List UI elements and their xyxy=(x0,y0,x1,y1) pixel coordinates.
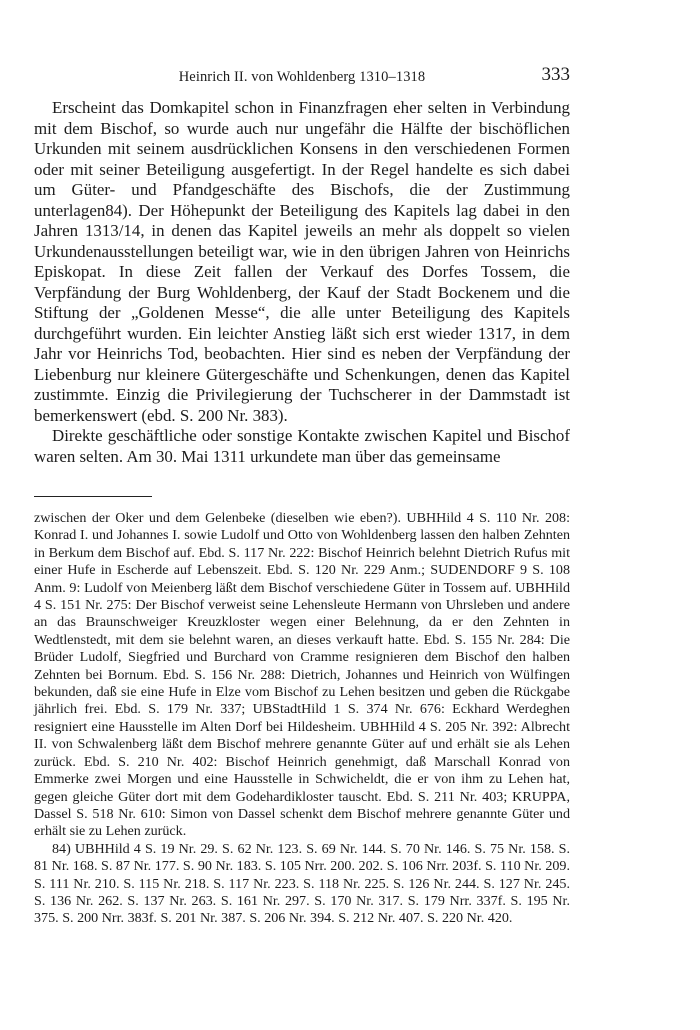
paragraph: Direkte geschäftliche oder sonstige Kontakte zwischen Kapitel und Bischof waren selten. Am 30. Mai 1311 urkundete man über das gemeinsame xyxy=(34,426,570,466)
main-text xyxy=(34,98,570,467)
page-number: 333 xyxy=(541,64,570,85)
footnote-84: 84) UBHHild 4 S. 19 Nr. 29. S. 62 Nr. 123. S. 69 Nr. 144. S. 70 Nr. 146. S. 75 Nr. 158. S. 81 Nr. 168. S. 87 Nr. 177. S. 90 Nr. 183. S. 105 Nrr. 200. 202. S. 106 Nrr. 203f. S. 110 Nr. 209. S. 111 Nr. 210. S. 115 Nr. 218. S. 117 Nr. 223. S. 118 Nr. 225. S. 126 Nr. 244. S. 127 Nr. 245. S. 136 Nr. 262. S. 137 Nr. 263. S. 161 Nr. 297. S. 170 Nr. 317. S. 179 Nrr. 337f. S. 195 Nr. 375. S. 200 Nrr. 383f. S. 201 Nr. 387. S. 206 Nr. 394. S. 212 Nr. 407. S. 220 Nr. 420. xyxy=(34,840,570,927)
paragraph: Erscheint das Domkapitel schon in Finanzfragen eher selten in Verbindung mit dem Bischof, so wurde auch nur ungefähr die Hälfte der bischöflichen Urkunden mit seinem ausdrücklichen Konsens in den verschiedenen Formen oder mit seiner Beteiligung ausgefertigt. In der Regel handelte es sich dabei um Güter- und Pfandgeschäfte des Bischofs, die der Zustimmung unterlagen84). Der Höhepunkt der Beteiligung des Kapitels lag dabei in den Jahren 1313/14, in denen das Kapitel jeweils an mehr als doppelt so vielen Urkundenausstellungen beteiligt war, wie in den übrigen Jahren von Heinrichs Episkopat. In diese Zeit fallen der Verkauf des Dorfes Tossem, die Verpfändung der Burg Wohldenberg, der Kauf der Stadt Bockenem und die Stiftung der „Goldenen Messe“, die alle unter Beteiligung des Kapitels durchgeführt wurden. Ein leichter Anstieg läßt sich erst wieder 1317, in dem Jahr vor Heinrichs Tod, beobachten. Hier sind es neben der Verpfändung der Liebenburg nur kleinere Gütergeschäfte und Schenkungen, denen das Kapitel zustimmte. Einzig die Privilegierung der Tuchscherer in der Dammstadt ist bemerkenswert (ebd. S. 200 Nr. 383). xyxy=(34,98,570,425)
page-header xyxy=(34,64,570,90)
footnote-separator xyxy=(34,496,152,497)
footnotes xyxy=(34,496,570,928)
book-page xyxy=(34,0,570,1030)
running-head: Heinrich II. von Wohldenberg 1310–1318 xyxy=(178,69,426,85)
footnote-continued: zwischen der Oker und dem Gelenbeke (dieselben wie eben?). UBHHild 4 S. 110 Nr. 208: Konrad I. und Johannes I. sowie Ludolf und Otto von Wohldenberg lassen den halben Zehnten in Berkum dem Bischof auf. Ebd. S. 117 Nr. 222: Bischof Heinrich belehnt Dietrich Rufus mit einer Hufe in Escherde auf Lebenszeit. Ebd. S. 120 Nr. 229 Anm.; SUDENDORF 9 S. 108 Anm. 9: Ludolf von Meienberg läßt dem Bischof verschiedene Güter in Tossem auf. UBHHild 4 S. 151 Nr. 275: Der Bischof verweist seine Lehensleute Hermann von Uhrsleben und andere an das Braunschweiger Kreuzkloster wegen einer Belehnung, da er den Zehnten in Wedtlenstedt, mit dem sie belehnt waren, an dieses verkauft hatte. Ebd. S. 155 Nr. 284: Die Brüder Ludolf, Siegfried und Burchard von Cramme resignieren dem Bischof den halben Zehnten bei Bornum. Ebd. S. 156 Nr. 288: Dietrich, Johannes und Heinrich von Wülfingen bekunden, daß sie eine Hufe in Elze vom Bischof zu Lehen besitzen und geben die Rückgabe jährlich frei. Ebd. S. 179 Nr. 337; UBStadtHild 1 S. 374 Nr. 676: Eckhard Werdeghen resigniert eine Hausstelle im Alten Dorf bei Hildesheim. UBHHild 4 S. 205 Nr. 392: Albrecht II. von Schwalenberg läßt dem Bischof mehrere genannte Güter auf und erhält sie als Lehen zurück. Ebd. S. 210 Nr. 402: Bischof Heinrich genehmigt, daß Marschall Konrad von Emmerke zwei Morgen und eine Hausstelle in Schwicheldt, die er von ihm zu Lehen hat, gegen gleiche Güter dort mit dem Godehardikloster tauscht. Ebd. S. 211 Nr. 403; KRUPPA, Dassel S. 518 Nr. 610: Simon von Dassel schenkt dem Bischof mehrere genannte Güter und erhält sie zu Lehen zurück. xyxy=(34,510,570,840)
